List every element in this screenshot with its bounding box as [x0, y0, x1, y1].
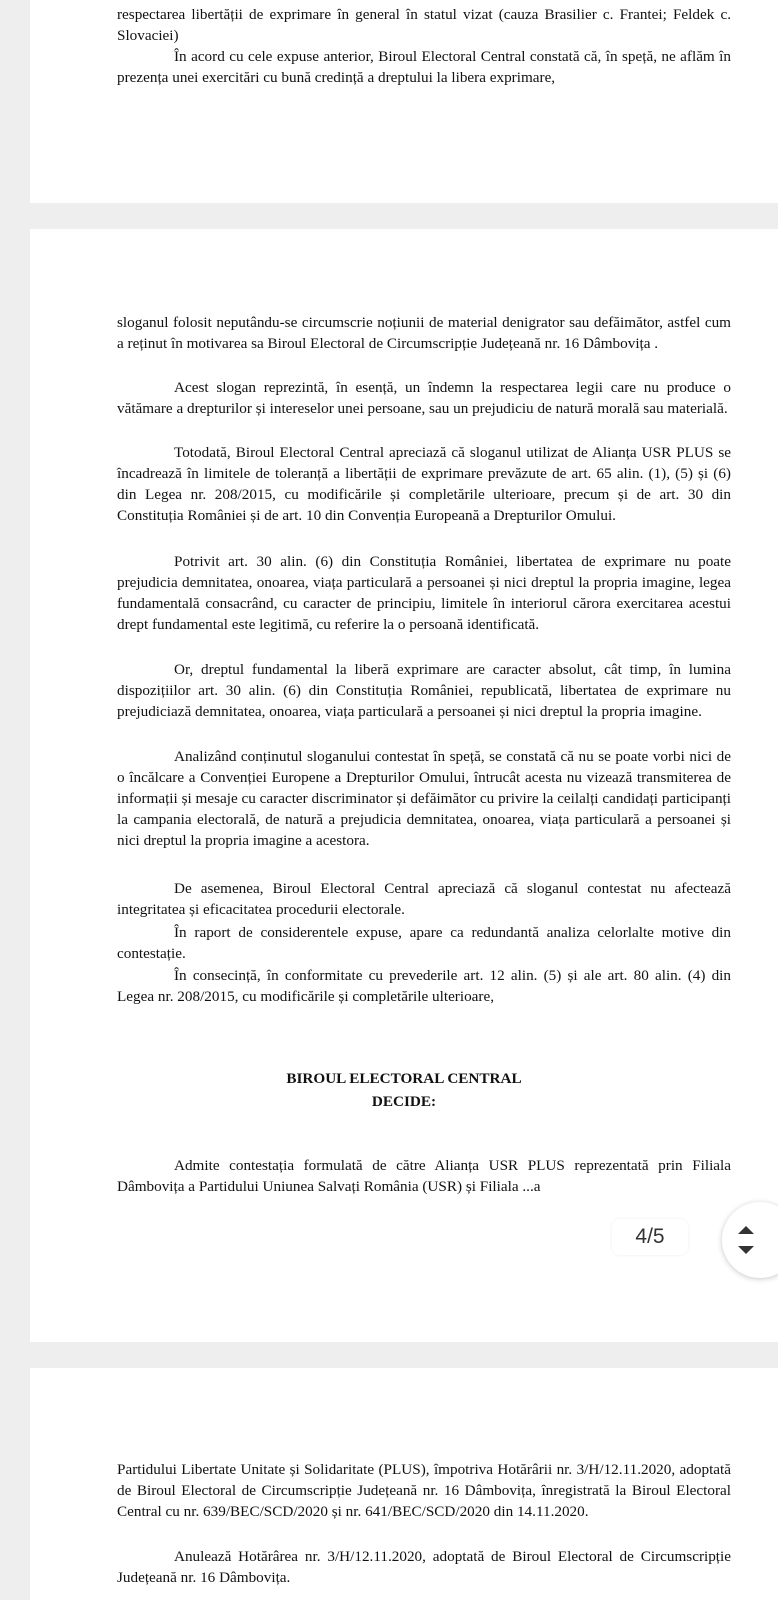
decision-heading: DECIDE:: [371, 1093, 437, 1110]
paragraph: Partidului Libertate Unitate și Solidaritate (PLUS), împotriva Hotărârii nr. 3/H/12.11.2020, adoptată de Biroul Electoral de Circumscripție Județeană nr. 16 Dâmbovița, înregistrată la Biroul Electoral Central cu nr. 639/BEC/SCD/2020 și nr. 641/BEC/SCD/2020 din 14.11.2020.: [117, 1461, 731, 1520]
page-indicator: 4/5: [612, 1219, 688, 1255]
document-page: [30, 0, 778, 203]
paragraph: Anulează Hotărârea nr. 3/H/12.11.2020, adoptată de Biroul Electoral de Circumscripție Județeană nr. 16 Dâmbovița.: [117, 1548, 731, 1586]
paragraph: Or, dreptul fundamental la liberă exprimare are caracter absolut, cât timp, în lumina dispozițiilor art. 30 alin. (6) din Constituția României, republicată, libertatea de exprimare nu prejudiciază demnitatea, onoarea, viața particulară a persoanei și nici dreptul la propria imagine.: [117, 661, 731, 720]
document-page: [30, 229, 778, 1342]
paragraph: În consecință, în conformitate cu prevederile art. 12 alin. (5) și ale art. 80 alin. (4) din Legea nr. 208/2015, cu modificările și completările ulterioare,: [117, 967, 731, 1005]
paragraph: În raport de considerentele expuse, apare ca redundantă analiza celorlalte motive din contestație.: [117, 924, 731, 962]
paragraph: Acest slogan reprezintă, în esență, un îndemn la respectarea legii care nu produce o vătămare a drepturilor și intereselor unei persoane, sau un prejudiciu de natură morală sau materială.: [117, 379, 731, 417]
paragraph: De asemenea, Biroul Electoral Central apreciază că sloganul contestat nu afectează integritatea și eficacitatea procedurii electorale.: [117, 880, 731, 918]
paragraph: Potrivit art. 30 alin. (6) din Constituția României, libertatea de exprimare nu poate prejudicia demnitatea, onoarea, viața particulară a persoanei și nici dreptul la propria imagine, legea fundamentală consacrând, cu caracter de principiu, limitele în interiorul cărora exercitarea acestui drept fundamental este legitimă, cu referire la o persoană identificată.: [117, 553, 731, 633]
section-heading: BIROUL ELECTORAL CENTRAL: [286, 1070, 522, 1087]
chevron-down-icon[interactable]: [738, 1246, 754, 1254]
paragraph: Admite contestația formulată de către Alianța USR PLUS reprezentată prin Filiala Dâmbovița a Partidului Uniunea Salvați România (USR) și Filiala ...a: [117, 1157, 731, 1195]
paragraph: Analizând conținutul sloganului contestat în speță, se constată că nu se poate vorbi nici de o încălcare a Convenției Europene a Drepturilor Omului, întrucât acesta nu vizează transmiterea de informații și mesaje cu caracter discriminator și defăimător cu privire la ceilalți candidați participanți la campania electorală, de natură a prejudicia demnitatea, onoarea, viața particulară a persoanei și nici dreptul la propria imagine a acestora.: [117, 748, 731, 849]
paragraph: Totodată, Biroul Electoral Central apreciază că sloganul utilizat de Alianța USR PLUS se încadrează în limitele de toleranță a libertății de exprimare prevăzute de art. 65 alin. (1), (5) și (6) din Legea nr. 208/2015, cu modificările și completările ulterioare, precum și de art. 30 din Constituția României și de art. 10 din Convenția Europeană a Drepturilor Omului.: [117, 444, 731, 524]
paragraph: sloganul folosit neputându-se circumscrie noțiunii de material denigrator sau defăimător, astfel cum a reținut în motivarea sa Biroul Electoral de Circumscripție Județeană nr. 16 Dâmbovița .: [117, 314, 731, 352]
paragraph: respectarea libertății de exprimare în general în statul vizat (cauza Brasilier c. Frantei; Feldek c. Slovaciei): [117, 6, 731, 44]
paragraph: În acord cu cele expuse anterior, Biroul Electoral Central constată că, în speță, ne aflăm în prezența unei exercitări cu bună credință a dreptului la libera exprimare,: [117, 48, 731, 86]
chevron-up-icon[interactable]: [738, 1226, 754, 1234]
document-page: [30, 1368, 778, 1600]
